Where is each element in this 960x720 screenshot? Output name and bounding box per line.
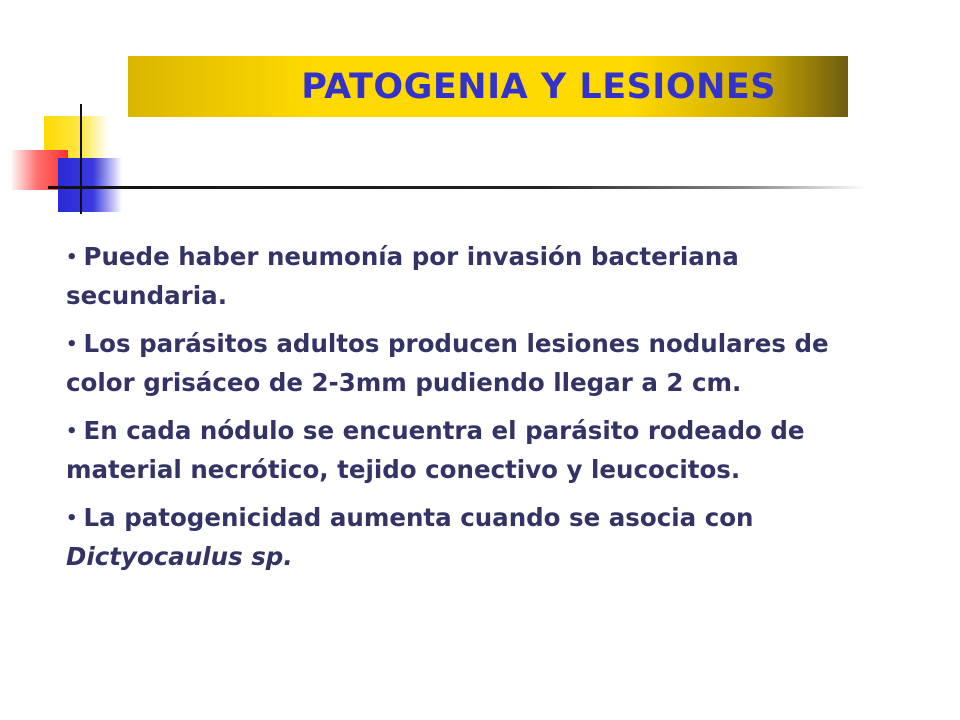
bullet-dot: • (66, 421, 78, 442)
bullet-dot: • (66, 508, 78, 529)
bullet-dot: • (66, 334, 78, 355)
bullet-dot: • (66, 247, 78, 268)
bullet-item (66, 239, 896, 314)
decorative-blue-square (58, 158, 122, 212)
decorative-vertical-line (80, 104, 82, 214)
bullet-text: La patogenicidad aumenta cuando se asocia con (83, 503, 754, 532)
title-banner (128, 56, 848, 117)
title-underline (48, 186, 868, 189)
bullet-text: Puede haber neumonía por invasión bacteriana secundaria. (66, 242, 739, 310)
species-name: Dictyocaulus sp. (66, 542, 293, 571)
bullet-list (66, 239, 896, 587)
slide-title: PATOGENIA Y LESIONES (301, 66, 776, 107)
bullet-item (66, 500, 896, 575)
bullet-item (66, 413, 896, 488)
bullet-text: En cada nódulo se encuentra el parásito rodeado de material necrótico, tejido conectivo y leucocitos. (66, 416, 805, 484)
bullet-item (66, 326, 896, 401)
bullet-text: Los parásitos adultos producen lesiones nodulares de color grisáceo de 2-3mm pudiendo llegar a 2 cm. (66, 329, 829, 397)
